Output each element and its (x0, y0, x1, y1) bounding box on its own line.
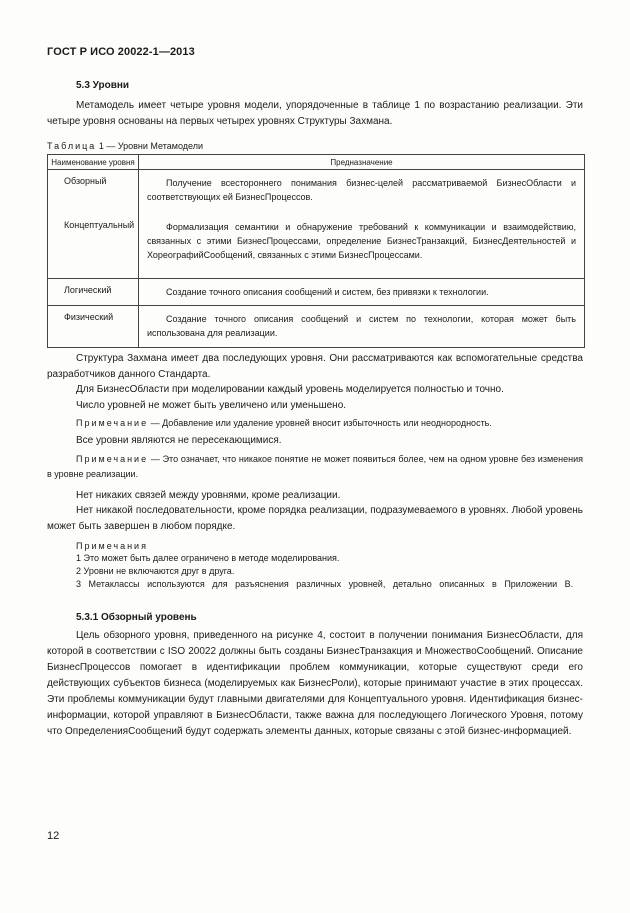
table-cell-level: Логический (48, 279, 139, 306)
note-item: 1 Это может быть далее ограничено в методе моделирования. (76, 553, 340, 563)
table-header-level: Наименование уровня (48, 155, 139, 170)
levels-table (47, 154, 585, 348)
table-cell-level: Обзорный (48, 170, 139, 214)
table-cell-purpose: Создание точного описания сообщений и систем по технологии, которая может быть использована для реализации. (139, 306, 585, 348)
table-caption-text: 1 — Уровни Метамодели (98, 141, 203, 151)
table-cell-purpose: Формализация семантики и обнаружение требований к коммуникации и взаимодействию, связанных с этими БизнесПроцессами, определение БизнесТранзакций, БизнесДеятельностей и ХореографийСообщений, связанных с этими БизнесПроцессами. (139, 214, 585, 279)
paragraph-zachman: Структура Захмана имеет два последующих уровня. Они рассматриваются как вспомогательные средства разработчиков данного Стандарта. (47, 353, 583, 380)
subsection-title: 5.3.1 Обзорный уровень (76, 612, 197, 623)
note-text: — Это означает, что никакое понятие не может появиться более, чем на одном уровне без изменения в уровне реализации. (47, 454, 583, 479)
paragraph-order: Нет никакой последовательности, кроме порядка реализации, подразумеваемого в уровнях. Любой уровень может быть завершен в любом порядке. (47, 505, 583, 532)
paragraph-modeling: Для БизнесОбласти при моделировании каждый уровень моделируется полностью и точно. (76, 384, 504, 395)
table-cell-purpose: Создание точного описания сообщений и систем, без привязки к технологии. (139, 279, 585, 306)
section-title: 5.3 Уровни (76, 80, 130, 91)
table-cell-level: Физический (48, 306, 139, 348)
page-number: 12 (47, 830, 60, 842)
paragraph-links: Нет никаких связей между уровнями, кроме реализации. (76, 490, 341, 501)
table-header-purpose: Предназначение (139, 155, 585, 170)
note-label: Примечание (76, 454, 149, 464)
note-item: 3 Метаклассы используются для разъяснения различных уровней, детально описанных в Приложении В. (76, 579, 574, 589)
note-text: — Добавление или удаление уровней вносит избыточность или неоднородность. (150, 418, 492, 428)
paragraph-overview: Цель обзорного уровня, приведенного на рисунке 4, состоит в получении понимания БизнесОбласти, для которой в соответствии с ISO 20022 должны быть созданы БизнесТранзакция и МножествоСообщений. Описание БизнесПроцессов помогает в идентификации проблем коммуникации, которые существуют среди его действующих субъектов бизнеса (моделируемых как БизнесРоли), которые принимают участие в этих процессах. Эти проблемы коммуникации будут главными двигателями для Концептуального уровня. Идентификация бизнес-информации, которой управляют в БизнесОбласти, также важна для последующего Логического Уровня, потому что ОпределенияСообщений будут содержать элементы данных, которые связаны с этой бизнес-информацией. (47, 630, 583, 737)
note-label: Примечание (76, 418, 149, 428)
table-cell-level: Концептуальный (48, 214, 139, 279)
paragraph-levels-count: Число уровней не может быть увеличено или уменьшено. (76, 400, 347, 411)
document-header: ГОСТ Р ИСО 20022-1—2013 (47, 46, 195, 58)
table-caption-prefix: Таблица (47, 141, 97, 151)
table-cell-purpose: Получение всестороннего понимания бизнес-целей рассматриваемой БизнесОбласти и соответствующих ей БизнесПроцессов. (139, 170, 585, 214)
note-item: 2 Уровни не включаются друг в друга. (76, 566, 235, 576)
notes-title: Примечания (76, 541, 148, 551)
intro-paragraph: Метамодель имеет четыре уровня модели, упорядоченные в таблице 1 по возрастанию реализации. Эти четыре уровня основаны на первых четырех уровнях Структуры Захмана. (47, 100, 583, 127)
note-2 (47, 452, 583, 482)
table-caption (47, 141, 203, 151)
note-1 (76, 415, 492, 431)
paragraph-disjoint: Все уровни являются не пересекающимися. (76, 435, 282, 446)
